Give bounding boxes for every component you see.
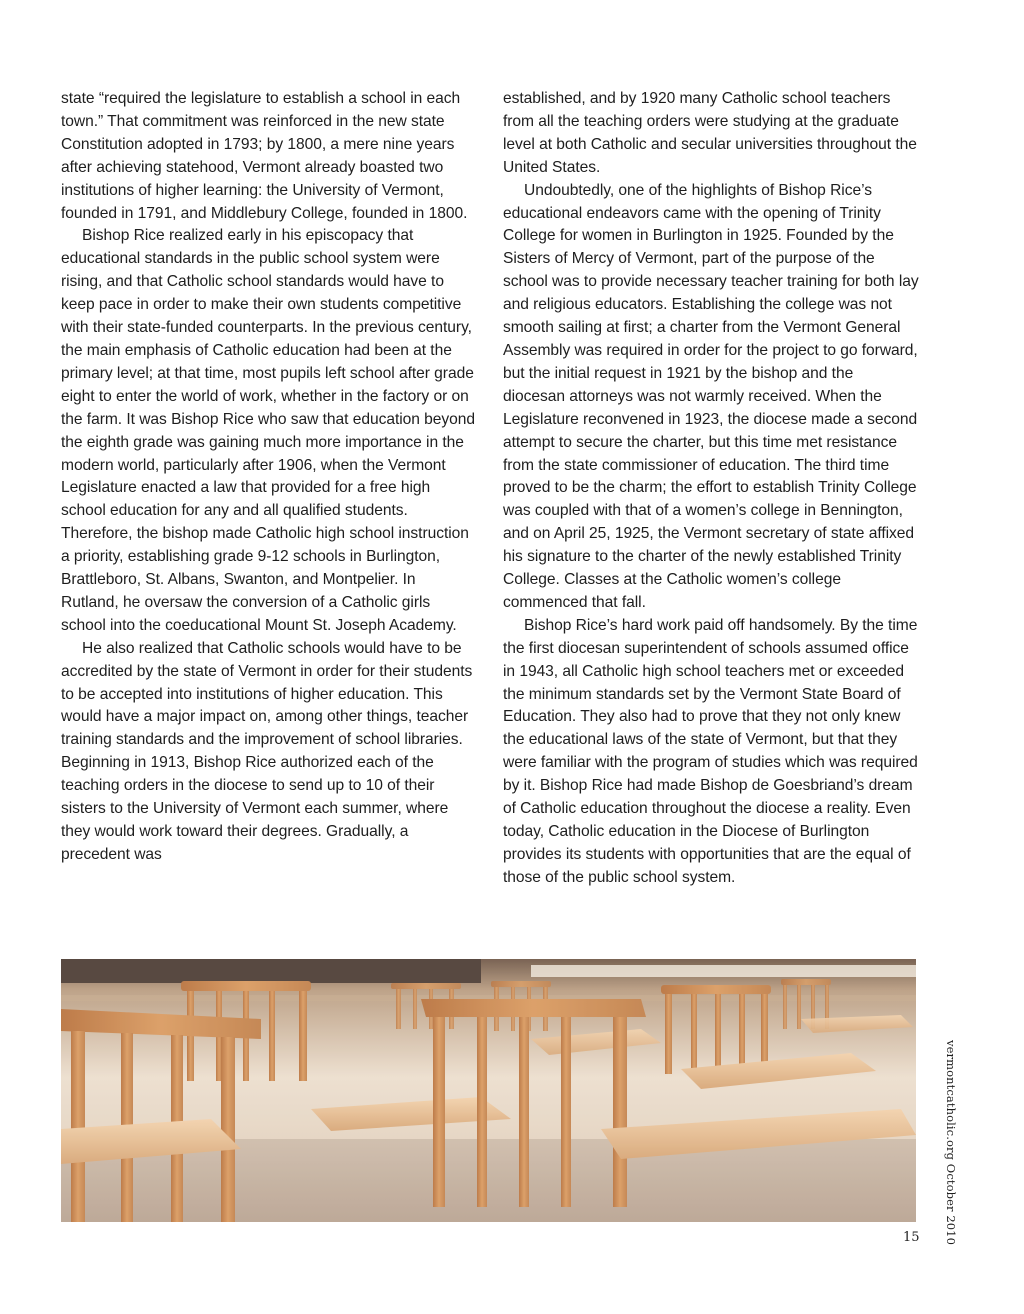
paragraph: He also realized that Catholic schools would have to be accredited by the state of Vermont in order for their students to be accepted into institutions of higher education. This would have a major impact on, among other things, teacher training standards and the improvement of school libraries. Beginning in 1913, Bishop Rice authorized each of the teaching orders in the diocese to send up to 10 of their sisters to the University of Vermont each summer, where they would work toward their degrees. Gradually, a precedent was	[61, 639, 473, 863]
paragraph: Bishop Rice realized early in his episcopacy that educational standards in the public school system were rising, and that Catholic school standards would have to keep pace in order to make their own students competitive with their state-funded counterparts. In the previous century, the main emphasis of Catholic education had been at the primary level; at that time, most pupils left school after grade eight to enter the world of work, whether in the factory or on the farm. It was Bishop Rice who saw that education beyond the eighth grade was gaining much more importance in the modern world, particularly after 1906, when the Vermont Legislature enacted a law that provided for a free high school education for any and all qualified students. Therefore, the bishop made Catholic high school instruction a priority, establishing grade 9-12 schools in Burlington, Brattleboro, St. Albans, Swanton, and Montpelier. In Rutland, he oversaw the conversion of a Catholic girls school into the coeducational Mount St. Joseph Academy.	[61, 227, 476, 634]
page-number: 15	[903, 1230, 920, 1245]
paragraph: Undoubtedly, one of the highlights of Bishop Rice’s educational endeavors came with the opening of Trinity College for women in Burlington in 1925. Founded by the Sisters of Mercy of Vermont, part of the purpose of the school was to provide necessary teacher training for both lay and religious educators. Establishing the college was not smooth sailing at first; a charter from the Vermont General Assembly was required in order for the project to go forward, but the initial request in 1921 by the bishop and the diocesan attorneys was not warmly received. When the Legislature reconvened in 1923, the diocese made a second attempt to secure the charter, but this time met resistance from the state commissioner of education. The third time proved to be the charm; the effort to establish Trinity College was coupled with that of a women’s college in Bennington, and on April 25, 1925, the Vermont secretary of state affixed his signature to the charter of the newly established Trinity College. Classes at the Catholic women’s college commenced that fall.	[503, 181, 919, 611]
publication-caption: vermontcatholic.org October 2010	[944, 1040, 958, 1245]
article-column-left	[61, 88, 477, 867]
article-column-right	[503, 88, 919, 890]
paragraph: Bishop Rice’s hard work paid off handsomely. By the time the first diocesan superintendent of schools assumed office in 1943, all Catholic high school teachers met or exceeded the minimum standards set by the Vermont State Board of Education. They also had to prove that they not only knew the educational laws of the state of Vermont, but that they were familiar with the program of studies which was required by it. Bishop Rice had made Bishop de Goesbriand’s dream of Catholic education throughout the diocese a reality. Even today, Catholic education in the Diocese of Burlington provides its students with opportunities that are the equal of those of the public school system.	[503, 616, 918, 886]
classroom-desks-photo	[61, 959, 916, 1222]
paragraph: state “required the legislature to establish a school in each town.” That commitment was reinforced in the new state Constitution adopted in 1793; by 1800, a mere nine years after achieving statehood, Vermont already boasted two institutions of higher learning: the University of Vermont, founded in 1791, and Middlebury College, founded in 1800.	[61, 90, 468, 222]
paragraph: established, and by 1920 many Catholic school teachers from all the teaching orders were studying at the graduate level at both Catholic and secular universities throughout the United States.	[503, 90, 917, 176]
